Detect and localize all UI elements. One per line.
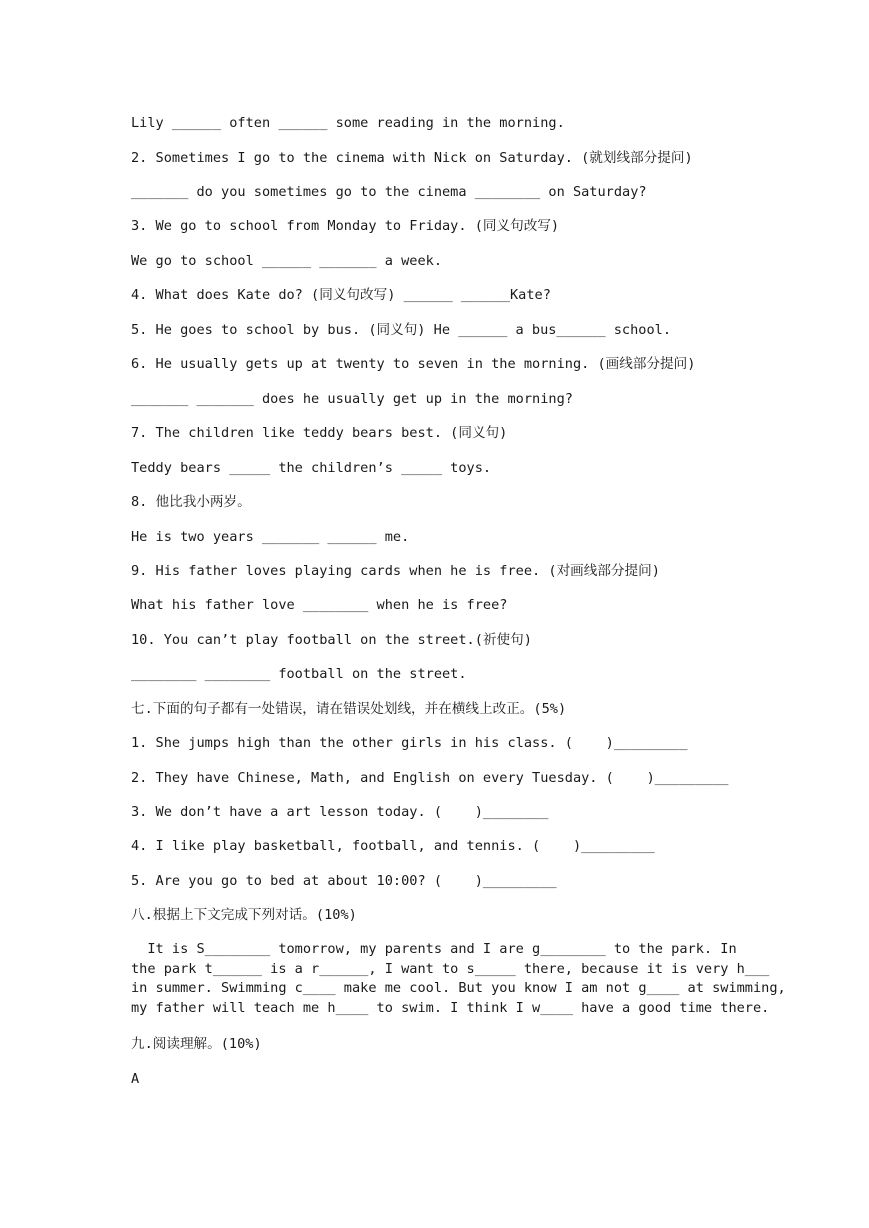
answer-line-3: We go to school ______ _______ a week. (131, 253, 442, 269)
exercise-line-lily: Lily ______ often ______ some reading in the morning. (131, 115, 565, 131)
question-7: 7. The children like teddy bears best. (同义句) (131, 425, 508, 441)
answer-line-2: _______ do you sometimes go to the cinema ________ on Saturday? (131, 184, 647, 200)
error-item-1: 1. She jumps high than the other girls in his class. ( )_________ (131, 735, 688, 751)
question-2: 2. Sometimes I go to the cinema with Nick on Saturday. (就划线部分提问) (131, 150, 693, 166)
error-item-3: 3. We don’t have a art lesson today. ( )________ (131, 804, 549, 820)
answer-line-8: He is two years _______ ______ me. (131, 529, 410, 545)
error-item-2: 2. They have Chinese, Math, and English on every Tuesday. ( )_________ (131, 770, 729, 786)
question-4: 4. What does Kate do? (同义句改写) ______ ______Kate? (131, 287, 551, 303)
answer-line-9: What his father love ________ when he is free? (131, 597, 508, 613)
passage-line: the park t______ is a r______, I want to s_____ there, because it is very h___ (131, 960, 770, 977)
question-8: 8. 他比我小两岁。 (131, 494, 251, 510)
answer-line-10: ________ ________ football on the street. (131, 666, 467, 682)
question-6: 6. He usually gets up at twenty to seven in the morning. (画线部分提问) (131, 356, 696, 372)
section-9-label: A (131, 1071, 140, 1087)
error-item-4: 4. I like play basketball, football, and tennis. ( )_________ (131, 838, 655, 854)
passage-line: in summer. Swimming c____ make me cool. But you know I am not g____ at swimming, (131, 980, 786, 997)
cloze-passage (131, 940, 786, 1018)
answer-line-7: Teddy bears _____ the children’s _____ toys. (131, 460, 492, 476)
question-5: 5. He goes to school by bus. (同义句) He ______ a bus______ school. (131, 322, 672, 338)
error-item-5: 5. Are you go to bed at about 10:00? ( )_________ (131, 873, 557, 889)
section-9-heading: 九.阅读理解。(10%) (131, 1036, 262, 1052)
passage-line: my father will teach me h____ to swim. I think I w____ have a good time there. (131, 999, 770, 1016)
passage-line: It is S________ tomorrow, my parents and I are g________ to the park. In (131, 941, 737, 957)
question-3: 3. We go to school from Monday to Friday. (同义句改写) (131, 218, 560, 234)
question-9: 9. His father loves playing cards when he is free. (对画线部分提问) (131, 563, 660, 579)
question-10: 10. You can’t play football on the street.(祈使句) (131, 632, 532, 648)
section-7-heading: 七.下面的句子都有一处错误，请在错误处划线，并在横线上改正。(5%) (131, 701, 567, 717)
section-8-heading: 八.根据上下文完成下列对话。(10%) (131, 907, 357, 923)
answer-line-6: _______ _______ does he usually get up in the morning? (131, 391, 573, 407)
